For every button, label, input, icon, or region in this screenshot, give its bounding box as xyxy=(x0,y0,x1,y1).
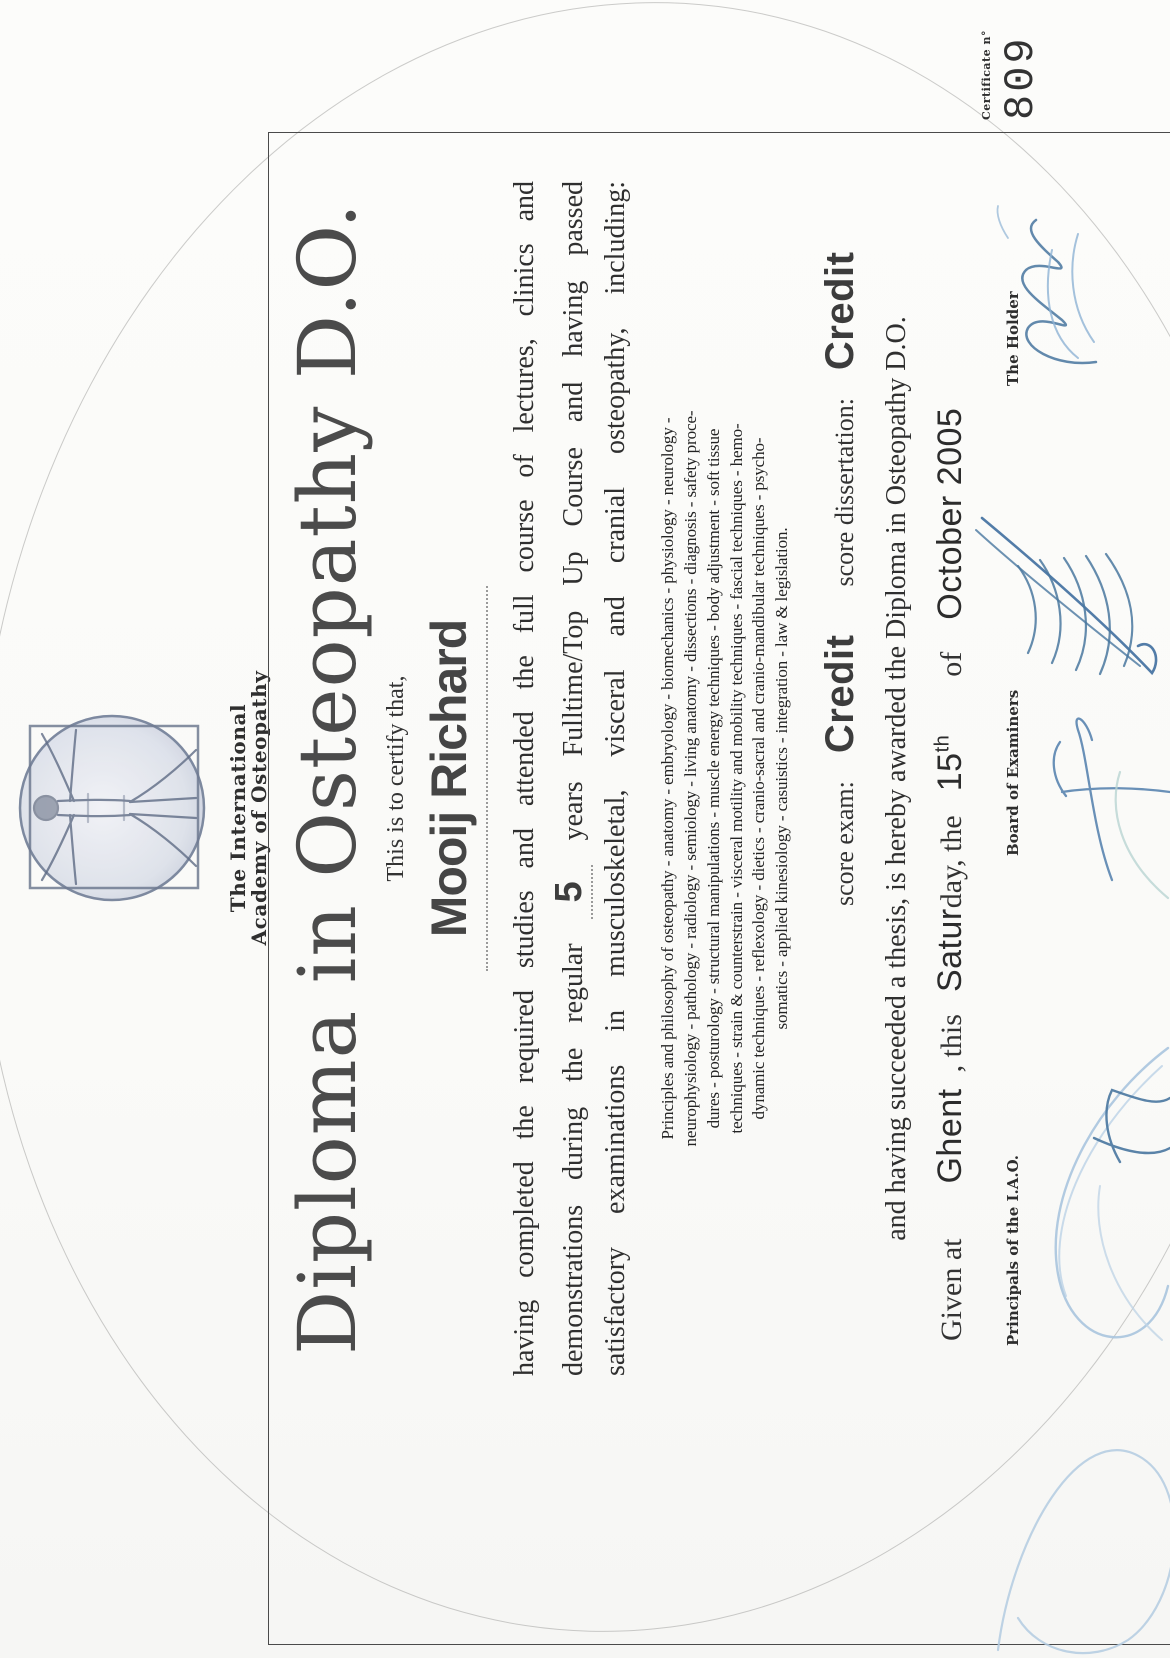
day-suffix: th xyxy=(931,734,954,753)
subject-line: neurophysiology - pathology - radiology - semiology - living anatomy - dissections - diagnosis - safety proce- xyxy=(681,410,701,1147)
subject-line: somatics - applied kinesiology - casuistics - integration - law & legislation. xyxy=(772,527,792,1030)
body-paragraph xyxy=(506,181,636,1376)
day-name-fill-in: Satur xyxy=(930,908,969,993)
certificate-title: Diploma in Osteopathy D.O. xyxy=(281,202,374,1355)
awarded-line: and having succeeded a thesis, is hereby awarded the Diploma in Osteopathy D.O. xyxy=(880,316,912,1241)
certificate-number-block xyxy=(980,10,1045,120)
body-line-1: having completed the required studies and attended the full course of lectures, clinics and xyxy=(508,181,540,1376)
academy-name-line1: The International xyxy=(226,703,250,913)
subject-line: techniques - strain & counterstrain - visceral motility and mobility techniques - fascial techniques - hemo- xyxy=(726,423,746,1134)
day-number: 15 xyxy=(930,752,969,792)
this-label: , this xyxy=(934,1014,968,1073)
given-at-label: Given at xyxy=(934,1238,968,1341)
years-fill-in: 5 xyxy=(548,865,593,918)
date-row xyxy=(931,181,970,1376)
subject-list xyxy=(657,344,794,1214)
signature-label-row xyxy=(1004,181,1030,1376)
place-fill-in: Ghent xyxy=(930,1088,969,1184)
recipient-name: Mooij Richard xyxy=(420,586,488,972)
body-line-2-after: years Fulltime/Top Up Course and having passed xyxy=(558,181,590,841)
academy-name-line2: Academy of Osteopathy xyxy=(247,670,271,946)
principals-signature-label: Principals of the I.A.O. xyxy=(1003,1155,1022,1346)
of-label: of xyxy=(934,651,968,677)
subject-line: Principles and philosophy of osteopathy - anatomy - embryology - biomechanics - physiology - neurology - xyxy=(658,417,678,1140)
certify-line: This is to certify that, xyxy=(382,675,409,882)
month-year-fill-in: October 2005 xyxy=(930,407,969,620)
score-exam-value: Credit xyxy=(817,634,862,754)
academy-name xyxy=(228,658,270,958)
score-dissertation-value: Credit xyxy=(817,251,862,371)
certificate-number-label: Certificate n° xyxy=(980,30,993,120)
body-line-2-before: demonstrations during the regular xyxy=(558,943,590,1376)
day-the-label: day, the xyxy=(934,815,968,909)
recipient-row xyxy=(420,181,488,1376)
body-line-2 xyxy=(544,181,596,1376)
certificate-content xyxy=(283,181,1030,1376)
score-exam-label: score exam: xyxy=(829,781,859,906)
subject-line: dures - posturology - structural manipulations - muscle energy techniques - body adjustment - soft tissue xyxy=(703,428,723,1129)
subject-line: dynamic techniques - reflexology - dietics - cranio-sacral and cranio-mandibular techniques - psycho- xyxy=(749,437,769,1120)
score-row xyxy=(818,181,863,906)
board-signature-label: Board of Examiners xyxy=(1003,689,1022,856)
day-number-fill-in xyxy=(931,735,970,792)
score-dissertation-label: score dissertation: xyxy=(829,398,859,587)
body-line-3: satisfactory examinations in musculoskeletal, visceral and cranial osteopathy, including: xyxy=(599,181,631,1376)
certificate-number-value: 809 xyxy=(997,35,1045,120)
holder-signature-label: The Holder xyxy=(1003,291,1022,386)
certificate-border-box xyxy=(268,132,1170,1645)
vitruvian-man-logo xyxy=(12,705,227,910)
